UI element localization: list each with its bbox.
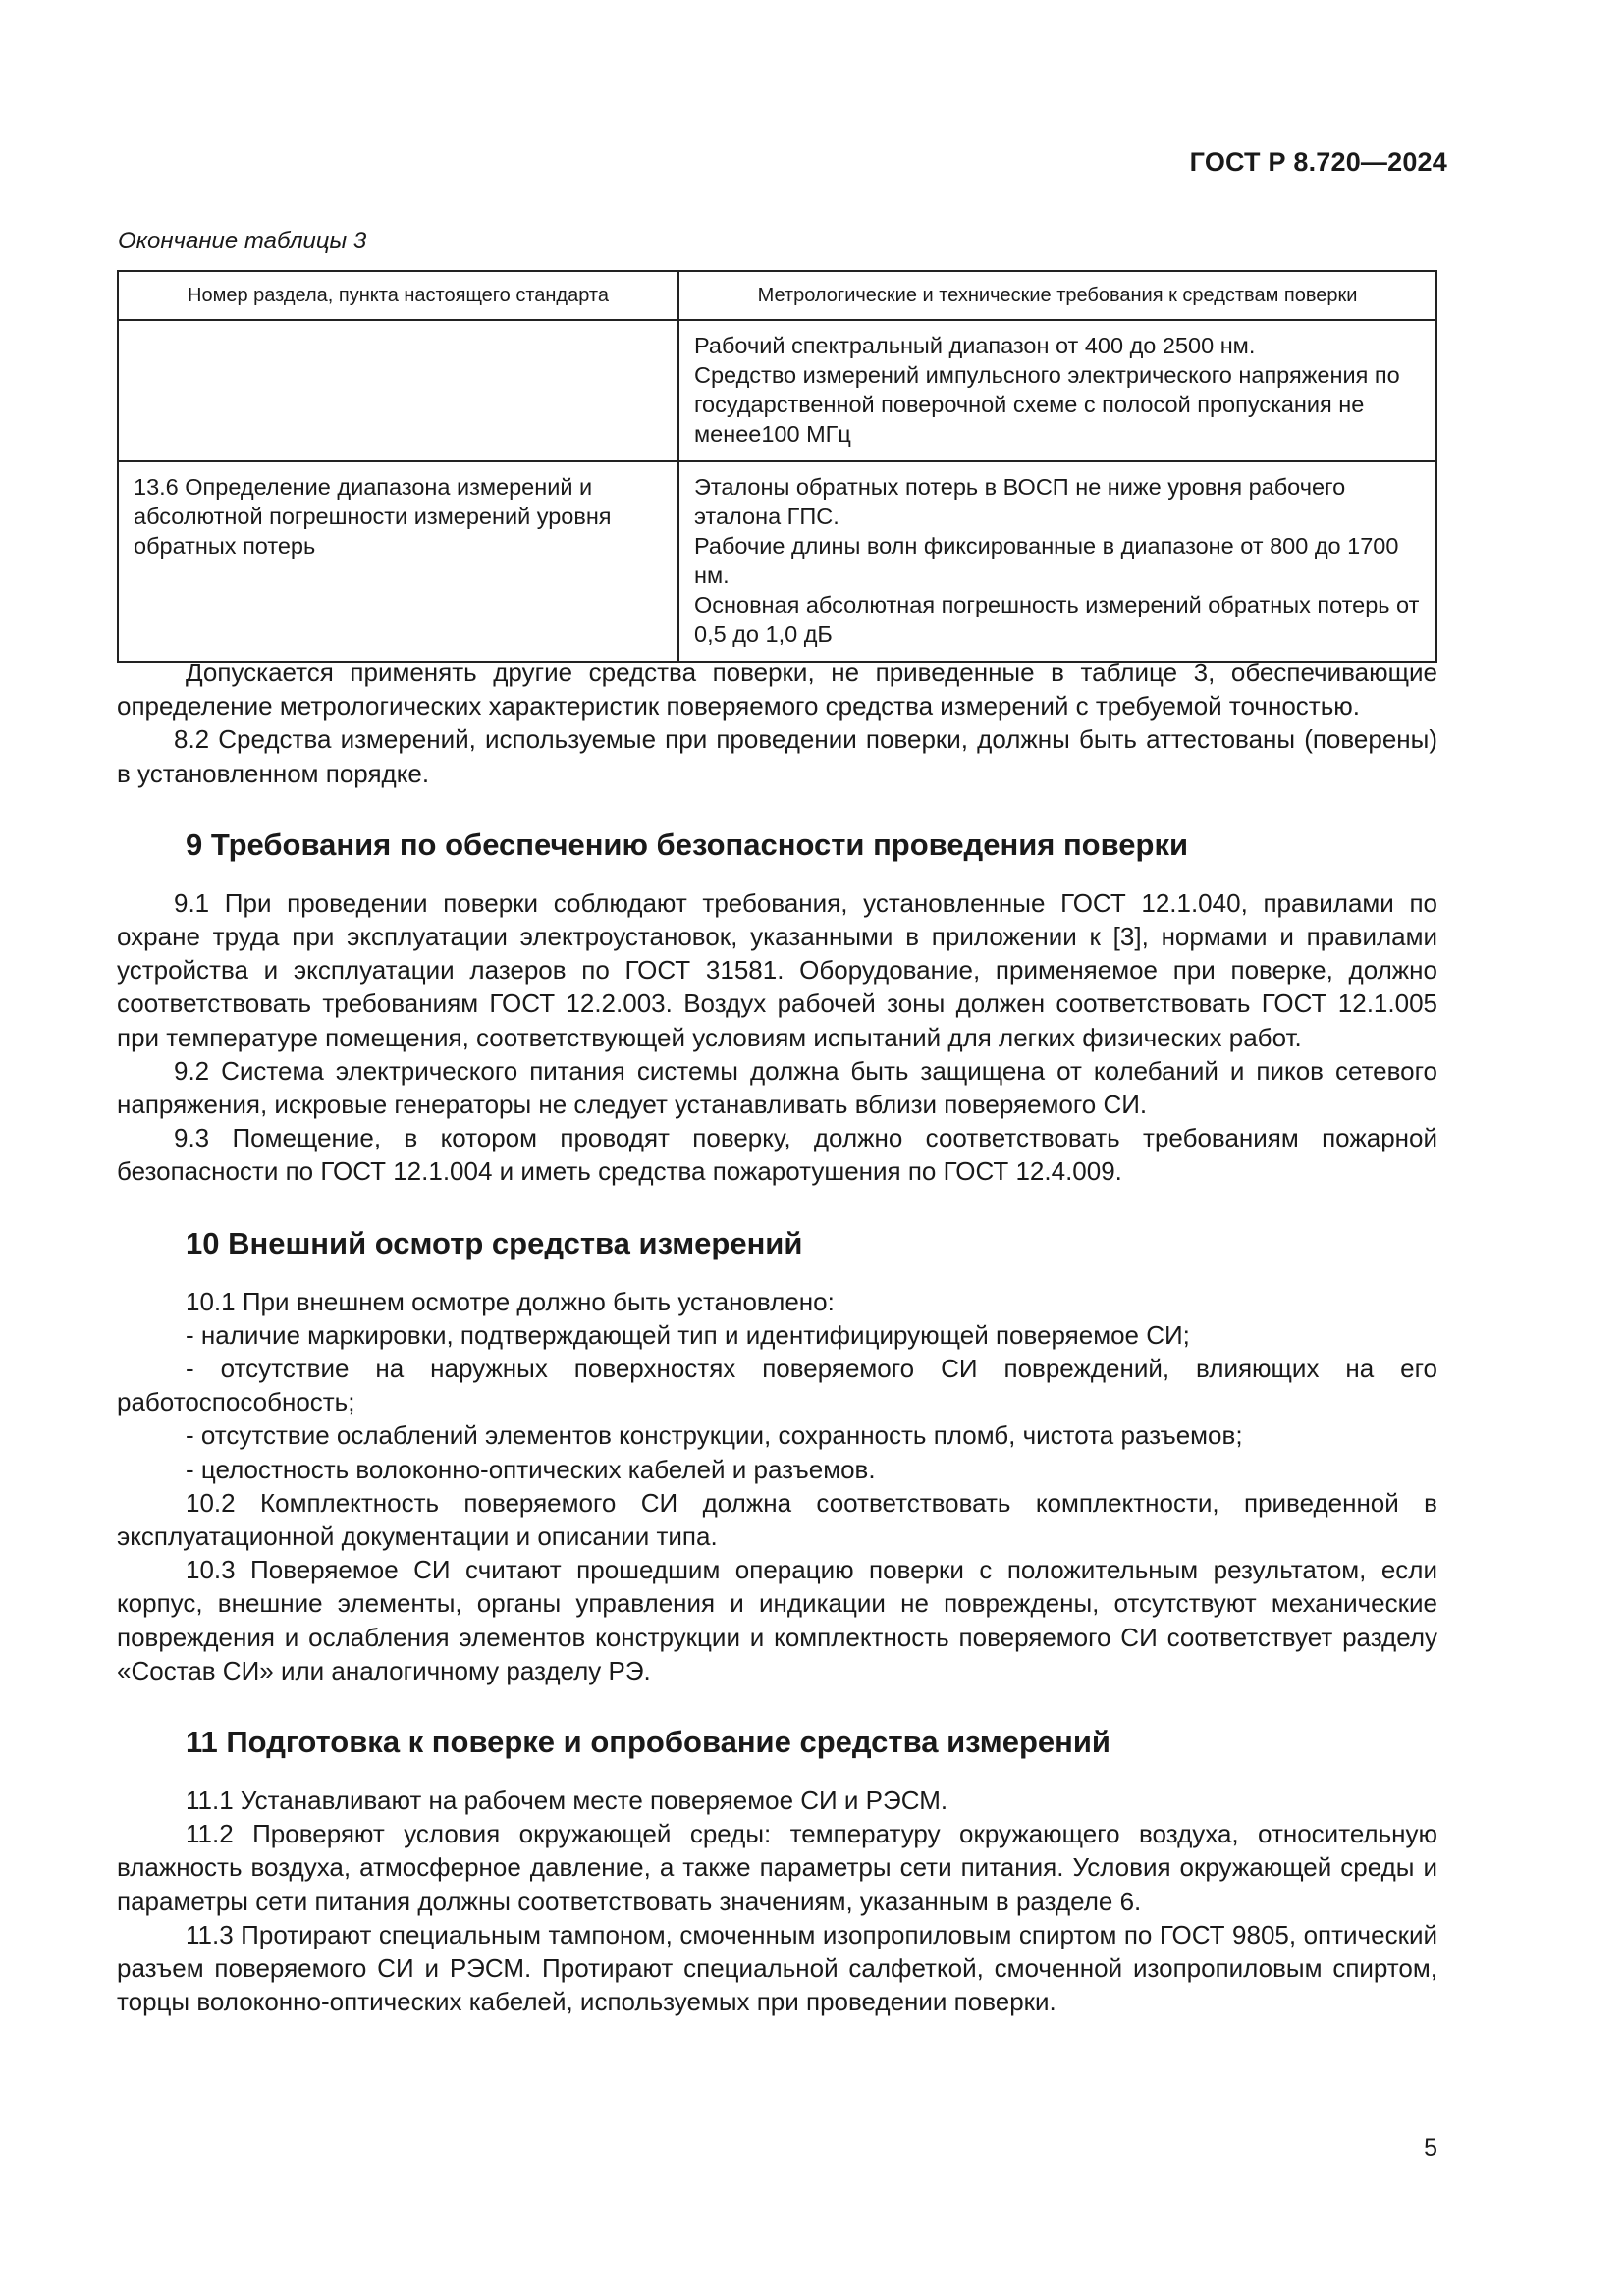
list-item: - целостность волоконно-оптических кабелей и разъемов. bbox=[186, 1454, 876, 1484]
requirement-line: Средство измерений импульсного электрического напряжения по государственной поверочной схеме с полосой пропускания не менее100 МГц bbox=[694, 362, 1400, 447]
table-header-section: Номер раздела, пункта настоящего стандарта bbox=[118, 271, 678, 320]
table-cell-requirements bbox=[678, 320, 1436, 461]
table-row bbox=[118, 461, 1436, 662]
paragraph: 11.2 Проверяют условия окружающей среды: температуру окружающего воздуха, относительную влажность воздуха, атмосферное давление, а также параметры сети питания. Условия окружающей среды и параметры сети питания должны соответствовать значениям, указанным в разделе 6. bbox=[117, 1819, 1437, 1916]
table-row bbox=[118, 320, 1436, 461]
body-text bbox=[117, 656, 1437, 2019]
table-cell-section bbox=[118, 320, 678, 461]
requirement-line: Основная абсолютная погрешность измерений обратных потерь от 0,5 до 1,0 дБ bbox=[694, 592, 1420, 647]
requirement-line: Рабочие длины волн фиксированные в диапазоне от 800 до 1700 нм. bbox=[694, 533, 1399, 588]
requirements-table bbox=[117, 270, 1437, 663]
paragraph: 9.3 Помещение, в котором проводят поверку, должно соответствовать требованиям пожарной безопасности по ГОСТ 12.1.004 и иметь средства пожаротушения по ГОСТ 12.4.009. bbox=[117, 1123, 1437, 1187]
table-cell-requirements bbox=[678, 461, 1436, 662]
table-header-row bbox=[118, 271, 1436, 320]
paragraph: 11.1 Устанавливают на рабочем месте поверяемое СИ и РЭСМ. bbox=[186, 1786, 948, 1816]
standard-code: ГОСТ Р 8.720—2024 bbox=[1189, 147, 1447, 177]
list-item: - отсутствие ослаблений элементов конструкции, сохранность пломб, чистота разъемов; bbox=[186, 1420, 1243, 1451]
requirement-line: Эталоны обратных потерь в ВОСП не ниже уровня рабочего эталона ГПС. bbox=[694, 474, 1346, 529]
paragraph: 9.1 При проведении поверки соблюдают требования, установленные ГОСТ 12.1.040, правилами по охране труда при эксплуатации электроустановок, указанными в приложении к [3], нормами и правилами устройства и эксплуатации лазеров по ГОСТ 31581. Оборудование, применяемое при поверке, должно соответствовать требованиям ГОСТ 12.2.003. Воздух рабочей зоны должен соответствовать ГОСТ 12.1.005 при температуре помещения, соответствующей условиям испытаний для легких физических работ. bbox=[117, 887, 1437, 1052]
paragraph: 10.1 При внешнем осмотре должно быть установлено: bbox=[186, 1286, 835, 1316]
paragraph: Допускается применять другие средства поверки, не приведенные в таблице 3, обеспечивающие определение метрологических характеристик поверяемого средства измерений с требуемой точностью. bbox=[117, 658, 1437, 721]
requirement-line: Рабочий спектральный диапазон от 400 до 2500 нм. bbox=[694, 333, 1256, 358]
paragraph: 9.2 Система электрического питания системы должна быть защищена от колебаний и пиков сетевого напряжения, искровые генераторы не следует устанавливать вблизи поверяемого СИ. bbox=[117, 1055, 1437, 1120]
paragraph: 10.2 Комплектность поверяемого СИ должна соответствовать комплектности, приведенной в эксплуатационной документации и описании типа. bbox=[117, 1487, 1437, 1552]
table-cell-section: 13.6 Определение диапазона измерений и абсолютной погрешности измерений уровня обратных потерь bbox=[118, 461, 678, 662]
section-10-heading: 10 Внешний осмотр средства измерений bbox=[186, 1225, 803, 1260]
list-item: - наличие маркировки, подтверждающей тип и идентифицирующей поверяемое СИ; bbox=[186, 1319, 1190, 1350]
page-number: 5 bbox=[1424, 2134, 1437, 2162]
paragraph: 10.3 Поверяемое СИ считают прошедшим операцию поверки с положительным результатом, если корпус, внешние элементы, органы управления и индикации не повреждены, отсутствуют механические повреждения и ослабления элементов конструкции и комплектность поверяемого СИ соответствует разделу «Состав СИ» или аналогичному разделу РЭ. bbox=[117, 1555, 1437, 1685]
table-header-requirements: Метрологические и технические требования к средствам поверки bbox=[678, 271, 1436, 320]
table-caption: Окончание таблицы 3 bbox=[118, 228, 367, 254]
paragraph: 8.2 Средства измерений, используемые при проведении поверки, должны быть аттестованы (поверены) в установленном порядке. bbox=[117, 724, 1437, 788]
paragraph: 11.3 Протирают специальным тампоном, смоченным изопропиловым спиртом по ГОСТ 9805, оптический разъем поверяемого СИ и РЭСМ. Протирают специальной салфеткой, смоченной изопропиловым спиртом, торцы волоконно-оптических кабелей, используемых при проведении поверки. bbox=[117, 1919, 1437, 2017]
list-item: - отсутствие на наружных поверхностях поверяемого СИ повреждений, влияющих на его работоспособность; bbox=[117, 1354, 1437, 1417]
section-9-heading: 9 Требования по обеспечению безопасности проведения поверки bbox=[186, 827, 1189, 862]
section-11-heading: 11 Подготовка к поверке и опробование средства измерений bbox=[186, 1725, 1110, 1760]
